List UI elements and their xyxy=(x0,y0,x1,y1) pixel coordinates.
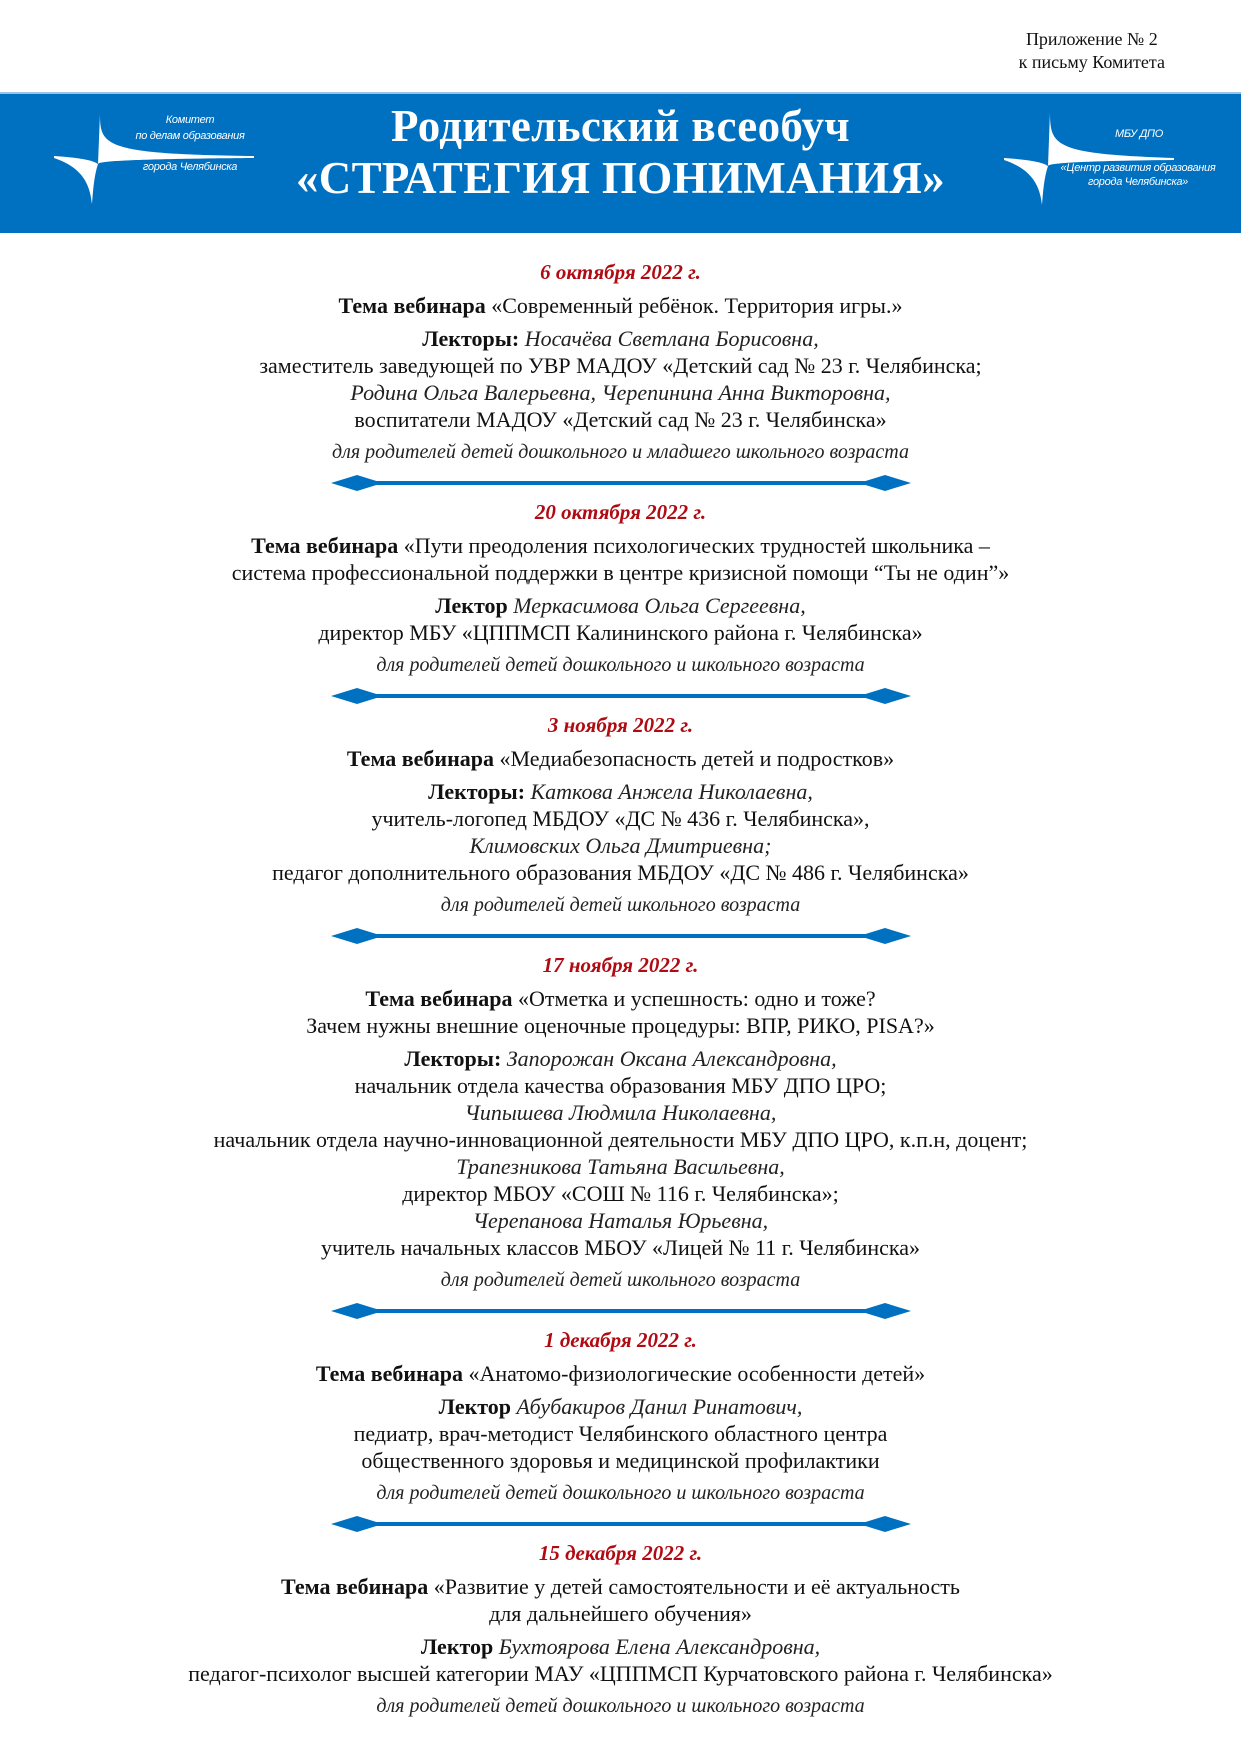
webinar-date: 20 октября 2022 г. xyxy=(534,500,707,524)
webinar-date: 6 октября 2022 г. xyxy=(540,260,701,284)
lector-label: Лекторы: xyxy=(422,326,520,351)
theme-text: для дальнейшего обучения» xyxy=(489,1601,752,1626)
webinar-date: 3 ноября 2022 г. xyxy=(547,713,694,737)
lector-name: Носачёва Светлана Борисовна, xyxy=(524,326,819,351)
lector-position: директор МБУ «ЦППМСП Калининского района г. Челябинска» xyxy=(318,620,923,645)
webinar-section xyxy=(0,711,1241,919)
webinar-theme xyxy=(0,1360,1241,1387)
theme-line xyxy=(0,1600,1241,1627)
diamond-arrow-divider-icon xyxy=(331,1300,911,1322)
theme-line xyxy=(0,532,1241,559)
theme-text: «Отметка и успешность: одно и тоже? xyxy=(518,986,876,1011)
webinar-date: 17 ноября 2022 г. xyxy=(542,953,699,977)
theme-text: «Развитие у детей самостоятельности и её актуальность xyxy=(433,1574,960,1599)
diamond-arrow-divider-icon xyxy=(331,1513,911,1535)
center-logo-line-3: города Челябинска» xyxy=(1087,176,1189,188)
lector-name: Меркасимова Ольга Сергеевна, xyxy=(513,593,806,618)
lector-name: Абубакиров Данил Ринатович, xyxy=(516,1394,803,1419)
lector-name: Трапезникова Татьяна Васильевна, xyxy=(456,1154,785,1179)
lector-name: Бухтоярова Елена Александровна, xyxy=(498,1634,821,1659)
lector-position: учитель начальных классов МБОУ «Лицей № 11 г. Челябинска» xyxy=(320,1235,921,1260)
webinar-date: 15 декабря 2022 г. xyxy=(538,1541,703,1565)
theme-label: Тема вебинара xyxy=(315,1361,463,1386)
appendix-line-2: к письму Комитета xyxy=(1018,52,1165,72)
theme-line xyxy=(0,1012,1241,1039)
theme-text: «Анатомо-физиологические особенности детей» xyxy=(468,1361,926,1386)
webinar-theme xyxy=(0,292,1241,319)
webinar-date: 1 декабря 2022 г. xyxy=(544,1328,697,1352)
section-divider xyxy=(0,925,1241,947)
lector-label: Лекторы: xyxy=(428,779,526,804)
committee-logo-line-1: Комитет xyxy=(165,114,215,126)
center-logo xyxy=(1004,106,1214,206)
lector-label: Лекторы: xyxy=(404,1046,502,1071)
theme-text: «Медиабезопасность детей и подростков» xyxy=(499,746,895,771)
lector-label: Лектор xyxy=(438,1394,512,1419)
lector-position: общественного здоровья и медицинской профилактики xyxy=(361,1448,880,1473)
webinar-theme xyxy=(0,745,1241,772)
lector-position: начальник отдела качества образования МБУ ДПО ЦРО; xyxy=(354,1073,887,1098)
lector-name: Черепанова Наталья Юрьевна, xyxy=(472,1208,769,1233)
theme-label: Тема вебинара xyxy=(251,533,399,558)
section-divider xyxy=(0,1513,1241,1535)
appendix-line-1: Приложение № 2 xyxy=(1025,29,1158,49)
theme-line xyxy=(0,1360,1241,1387)
webinar-section xyxy=(0,498,1241,679)
title-line-1: Родительский всеобуч xyxy=(391,101,850,151)
audience-note: для родителей детей дошкольного и школьного возраста xyxy=(376,1482,865,1504)
diamond-arrow-divider-icon xyxy=(331,685,911,707)
appendix-note xyxy=(1019,28,1165,74)
webinar-theme xyxy=(0,532,1241,586)
title-line-2: «СТРАТЕГИЯ ПОНИМАНИЯ» xyxy=(296,153,945,203)
lector-name: Запорожан Оксана Александровна, xyxy=(506,1046,837,1071)
diamond-arrow-divider-icon xyxy=(331,472,911,494)
webinar-theme xyxy=(0,1573,1241,1627)
theme-line xyxy=(0,559,1241,586)
lector-name: Климовских Ольга Дмитриевна; xyxy=(469,833,772,858)
theme-label: Тема вебинара xyxy=(346,746,495,771)
lector-line xyxy=(0,325,1241,352)
lector-line xyxy=(0,592,1241,619)
audience-note: для родителей детей дошкольного и школьного возраста xyxy=(376,654,865,676)
theme-line xyxy=(0,1573,1241,1600)
theme-label: Тема вебинара xyxy=(365,986,513,1011)
lector-line xyxy=(0,1393,1241,1420)
section-divider xyxy=(0,1300,1241,1322)
lector-position: начальник отдела научно-инновационной деятельности МБУ ДПО ЦРО, к.п.н, доцент; xyxy=(213,1127,1028,1152)
lector-position: педагог дополнительного образования МБДОУ «ДС № 486 г. Челябинска» xyxy=(272,860,969,885)
theme-label: Тема вебинара xyxy=(281,1574,429,1599)
lector-position: заместитель заведующей по УВР МАДОУ «Детский сад № 23 г. Челябинска; xyxy=(259,353,982,378)
theme-line xyxy=(0,985,1241,1012)
webinar-theme xyxy=(0,985,1241,1039)
theme-text: «Пути преодоления психологических трудностей школьника – xyxy=(403,533,990,558)
audience-note: для родителей детей дошкольного и школьного возраста xyxy=(376,1695,865,1717)
center-logo-line-2: «Центр развития образования xyxy=(1060,162,1216,174)
webinar-section xyxy=(0,1326,1241,1507)
lector-name: Чипышева Людмила Николаевна, xyxy=(464,1100,777,1125)
header-banner xyxy=(0,92,1241,233)
section-divider xyxy=(0,685,1241,707)
lector-position: педагог-психолог высшей категории МАУ «ЦППМСП Курчатовского района г. Челябинска» xyxy=(188,1661,1053,1686)
star-logo-icon xyxy=(1004,106,1214,206)
webinar-section xyxy=(0,951,1241,1294)
audience-note: для родителей детей дошкольного и младшего школьного возраста xyxy=(332,441,909,463)
webinar-schedule xyxy=(0,258,1241,1720)
lector-name: Каткова Анжела Николаевна, xyxy=(530,779,813,804)
theme-label: Тема вебинара xyxy=(338,293,486,318)
committee-logo-line-3: города Челябинска xyxy=(142,161,238,173)
lector-label: Лектор xyxy=(435,593,508,618)
committee-logo-line-2: по делам образования xyxy=(135,130,245,142)
diamond-arrow-divider-icon xyxy=(331,925,911,947)
theme-text: Зачем нужны внешние оценочные процедуры: ВПР, РИКО, PISA?» xyxy=(306,1013,935,1038)
lector-line xyxy=(0,778,1241,805)
theme-line xyxy=(0,745,1241,772)
lector-position: педиатр, врач-методист Челябинского областного центра xyxy=(353,1421,888,1446)
lector-line xyxy=(0,1633,1241,1660)
theme-text: «Современный ребёнок. Территория игры.» xyxy=(491,293,903,318)
center-logo-line-1: МБУ ДПО xyxy=(1115,128,1163,140)
section-divider xyxy=(0,472,1241,494)
webinar-section xyxy=(0,258,1241,466)
audience-note: для родителей детей школьного возраста xyxy=(440,894,801,916)
webinar-section xyxy=(0,1539,1241,1720)
lector-position: директор МБОУ «СОШ № 116 г. Челябинска»; xyxy=(402,1181,839,1206)
lector-line xyxy=(0,1045,1241,1072)
theme-line xyxy=(0,292,1241,319)
theme-text: система профессиональной поддержки в центре кризисной помощи “Ты не один”» xyxy=(231,560,1010,585)
lector-position: учитель-логопед МБДОУ «ДС № 436 г. Челябинска», xyxy=(371,806,870,831)
lector-label: Лектор xyxy=(420,1634,494,1659)
lector-name: Родина Ольга Валерьевна, Черепинина Анна Викторовна, xyxy=(350,380,891,405)
lector-position: воспитатели МАДОУ «Детский сад № 23 г. Челябинска» xyxy=(354,407,887,432)
audience-note: для родителей детей школьного возраста xyxy=(440,1269,801,1291)
